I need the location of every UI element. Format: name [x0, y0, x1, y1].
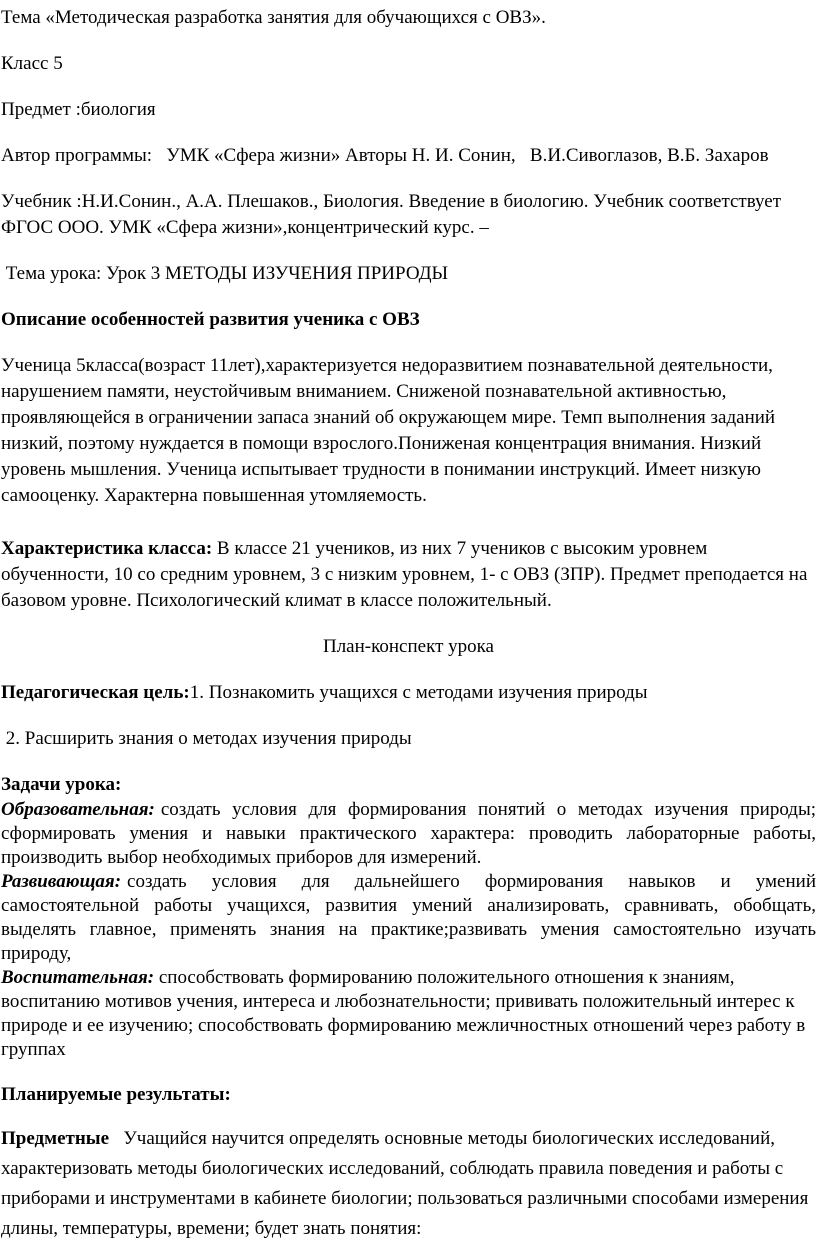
goal-label: Педагогическая цель: — [1, 682, 190, 703]
author-line: Автор программы: УМК «Сфера жизни» Авторы Н. И. Сонин, В.И.Сивоглазов, В.Б. Захаров — [1, 145, 769, 166]
lesson-topic-line: Тема урока: Урок 3 МЕТОДЫ ИЗУЧЕНИЯ ПРИРОДЫ — [1, 263, 449, 284]
goal-1: 1. Познакомить учащихся с методами изучения природы — [189, 682, 648, 703]
student-description: Ученица 5класса(возраст 11лет),характеризуется недоразвитием познавательной деятельности, нарушением памяти, неустойчивым вниманием. Сниженой познавательной активностью, проявляющейся в ограничении запаса знаний об окружающем мире. Темп выполнения заданий низкий, поэтому нуждается в помощи взрослого.Пониженая концентрация внимания. Низкий уровень мышления. Ученица испытывает трудности в понимании инструкций. Имеет низкую самооценку. Характерна повышенная утомляемость. — [1, 355, 776, 506]
upbringing-label: Воспитательная: — [1, 967, 155, 988]
upbringing-task — [1, 966, 816, 1062]
tasks-heading: Задачи урока: — [1, 774, 122, 795]
educational-text: создать условия для формирования понятий о методах изучения природы; сформировать умения и навыки практического характера: проводить лабораторные работы, производить выбор необходимых приборов для измерений. — [1, 799, 816, 868]
educational-label: Образовательная: — [1, 799, 155, 820]
subject-line: Предмет :биология — [1, 99, 156, 120]
subject-results-text: Учащийся научится определять основные методы биологических исследований, характеризовать методы биологических исследований, соблюдать правила поведения и работы с приборами и инструментами в кабинете биологии; пользоваться различными способами измерения длины, температуры, времени; будет знать понятия: — [1, 1128, 814, 1239]
goal-2: 2. Расширить знания о методах изучения природы — [1, 728, 412, 749]
textbook-line: Учебник :Н.И.Сонин., А.А. Плешаков., Биология. Введение в биологию. Учебник соответствует ФГОС ООО. УМК «Сфера жизни»,концентрический курс. – — [1, 191, 782, 238]
grade-line: Класс 5 — [1, 53, 63, 74]
class-label: Характеристика класса: — [1, 538, 213, 559]
topic-line: Тема «Методическая разработка занятия для обучающихся с ОВЗ». — [1, 7, 546, 28]
educational-task — [1, 798, 816, 870]
goal-line — [1, 680, 816, 706]
subject-results-label: Предметные — [1, 1128, 110, 1149]
class-text: В классе 21 учеников, из них 7 учеников с высоким уровнем обученности, 10 со средним уровнем, 3 с низким уровнем, 1- с ОВЗ (ЗПР). Предмет преподается на базовом уровне. Психологический климат в классе положительный. — [1, 538, 808, 611]
student-heading: Описание особенностей развития ученика с ОВЗ — [1, 309, 420, 330]
subject-results — [1, 1124, 816, 1244]
developing-task — [1, 870, 816, 966]
developing-label: Развивающая: — [1, 871, 122, 892]
results-heading: Планируемые результаты: — [1, 1084, 231, 1105]
upbringing-text: способствовать формированию положительного отношения к знаниям, воспитанию мотивов учения, интереса и любознательности; прививать положительный интерес к природе и ее изучению; способствовать формированию межличностных отношений через работу в группах — [1, 967, 806, 1060]
class-characteristics — [1, 536, 816, 614]
plan-title: План-конспект урока — [322, 636, 494, 657]
developing-text: создать условия для дальнейшего формирования навыков и умений самостоятельной работы учащихся, развития умений анализировать, сравнивать, обобщать, выделять главное, применять знания на практике;развивать умения самостоятельно изучать природу, — [1, 871, 816, 964]
